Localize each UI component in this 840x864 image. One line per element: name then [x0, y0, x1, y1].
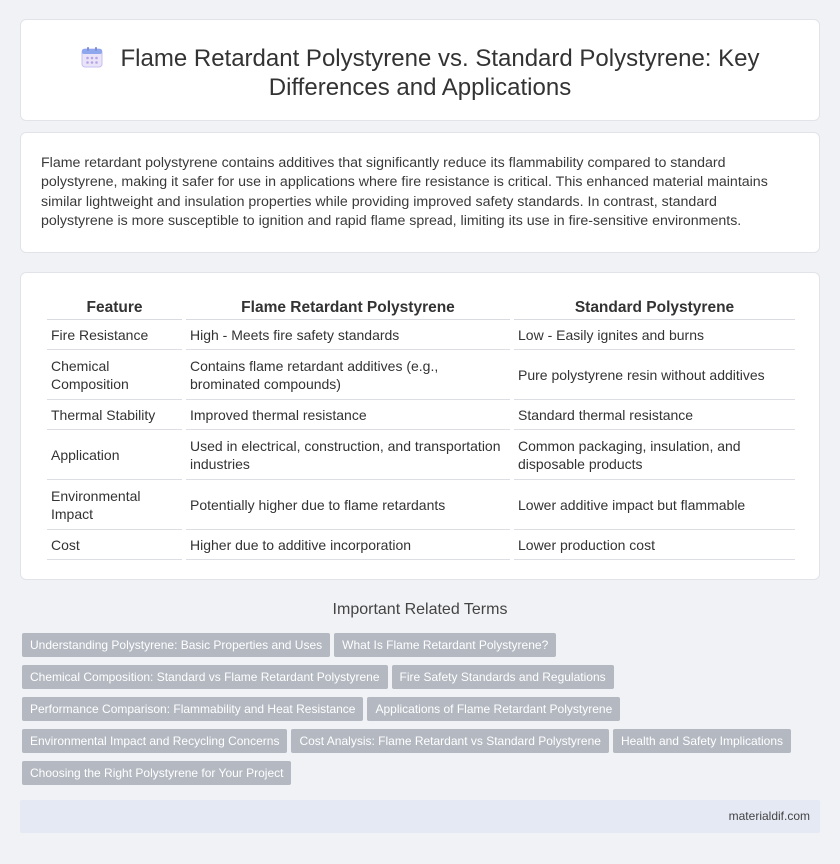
comparison-table	[43, 297, 799, 560]
tag-row	[22, 761, 812, 793]
related-term-tag[interactable]: Cost Analysis: Flame Retardant vs Standard Polystyrene	[291, 729, 608, 753]
table-cell-feature: Fire Resistance	[47, 320, 182, 350]
tag-row	[22, 633, 812, 665]
table-cell-flame-retardant: High - Meets fire safety standards	[186, 320, 510, 350]
table-row	[47, 350, 795, 400]
table-cell-feature: Environmental Impact	[47, 480, 182, 530]
table-cell-standard: Lower production cost	[514, 530, 795, 560]
table-row	[47, 320, 795, 350]
page-title-text: Flame Retardant Polystyrene vs. Standard Polystyrene: Key Differences and Applications	[120, 45, 760, 101]
column-header-standard: Standard Polystyrene	[514, 297, 795, 320]
related-term-tag[interactable]: What Is Flame Retardant Polystyrene?	[334, 633, 556, 657]
page-title	[21, 44, 819, 102]
table-cell-flame-retardant: Contains flame retardant additives (e.g., brominated compounds)	[186, 350, 510, 400]
table-row	[47, 530, 795, 560]
table-cell-standard: Low - Easily ignites and burns	[514, 320, 795, 350]
tag-row	[22, 697, 812, 729]
tag-row	[22, 665, 812, 697]
related-term-tag[interactable]: Choosing the Right Polystyrene for Your Project	[22, 761, 291, 785]
calendar-icon	[81, 46, 103, 68]
intro-card	[20, 132, 820, 253]
table-cell-flame-retardant: Higher due to additive incorporation	[186, 530, 510, 560]
related-term-tag[interactable]: Performance Comparison: Flammability and Heat Resistance	[22, 697, 363, 721]
table-cell-standard: Pure polystyrene resin without additives	[514, 350, 795, 400]
footer	[20, 800, 820, 833]
related-term-tag[interactable]: Applications of Flame Retardant Polystyrene	[367, 697, 620, 721]
intro-paragraph: Flame retardant polystyrene contains additives that significantly reduce its flammability compared to standard polystyrene, making it safer for use in applications where fire resistance is critical. This enhanced material maintains similar lightweight and insulation properties while providing improved safety standards. In contrast, standard polystyrene is more susceptible to ignition and rapid flame spread, limiting its use in fire-sensitive environments.	[41, 155, 768, 229]
related-term-tag[interactable]: Health and Safety Implications	[613, 729, 791, 753]
footer-site-link[interactable]: materialdif.com	[728, 809, 810, 823]
table-cell-feature: Chemical Composition	[47, 350, 182, 400]
related-terms-title: Important Related Terms	[332, 601, 508, 618]
table-cell-standard: Standard thermal resistance	[514, 400, 795, 430]
table-row	[47, 430, 795, 480]
table-cell-standard: Lower additive impact but flammable	[514, 480, 795, 530]
column-header-feature: Feature	[47, 297, 182, 320]
related-term-tag[interactable]: Fire Safety Standards and Regulations	[392, 665, 614, 689]
related-term-tag[interactable]: Environmental Impact and Recycling Concerns	[22, 729, 287, 753]
tag-row	[22, 729, 812, 761]
table-cell-flame-retardant: Used in electrical, construction, and transportation industries	[186, 430, 510, 480]
related-terms-tags	[22, 633, 812, 793]
table-header-row	[47, 297, 795, 320]
table-cell-feature: Thermal Stability	[47, 400, 182, 430]
column-header-flame-retardant: Flame Retardant Polystyrene	[186, 297, 510, 320]
comparison-table-card	[20, 272, 820, 580]
table-cell-feature: Application	[47, 430, 182, 480]
table-row	[47, 400, 795, 430]
table-row	[47, 480, 795, 530]
table-cell-flame-retardant: Potentially higher due to flame retardants	[186, 480, 510, 530]
related-term-tag[interactable]: Chemical Composition: Standard vs Flame Retardant Polystyrene	[22, 665, 388, 689]
header-card	[20, 19, 820, 121]
table-cell-flame-retardant: Improved thermal resistance	[186, 400, 510, 430]
table-cell-standard: Common packaging, insulation, and disposable products	[514, 430, 795, 480]
related-term-tag[interactable]: Understanding Polystyrene: Basic Properties and Uses	[22, 633, 330, 657]
table-cell-feature: Cost	[47, 530, 182, 560]
